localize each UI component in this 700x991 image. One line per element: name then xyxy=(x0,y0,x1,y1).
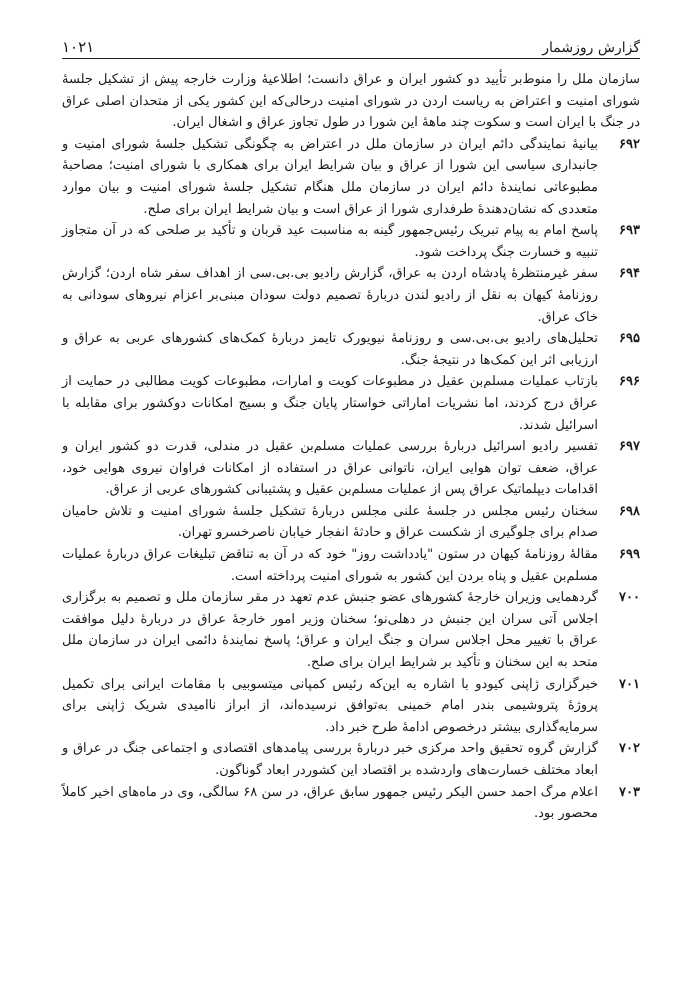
entry-692 xyxy=(62,134,640,220)
entry-number: ۷۰۲ xyxy=(619,741,640,757)
entry-text: پاسخ امام به پیام تبریک رئیس‌جمهور گینه به مناسبت عید قربان و تأکید بر صلحی که در آن متجاوز تنبیه و خسارت جنگ پرداخت شود. xyxy=(62,223,599,260)
entry-text: اعلام مرگ احمد حسن البکر رئیس جمهور سابق عراق، در سن ۶۸ سالگی، وی در ماه‌های اخیر کاملاً محصور بود. xyxy=(62,784,598,822)
running-title: گزارش روزشمار xyxy=(542,40,640,56)
entry-number: ۶۹۲ xyxy=(619,136,640,152)
entry-text: سخنان رئیس مجلس در جلسهٔ علنی مجلس دربارهٔ تشکیل جلسهٔ شورای امنیت و تلاش حامیان صدام برای جلوگیری از شکست عراق و حادثهٔ انفجار خیابان ناصرخسرو تهران. xyxy=(62,503,598,541)
entry-703 xyxy=(62,782,640,825)
entry-number: ۶۹۷ xyxy=(619,439,640,455)
page-content xyxy=(62,69,640,825)
entry-number: ۶۹۸ xyxy=(619,503,640,519)
entry-number: ۶۹۴ xyxy=(619,266,640,282)
entry-number: ۷۰۳ xyxy=(619,784,640,800)
entry-number: ۶۹۵ xyxy=(619,331,640,347)
entry-number: ۶۹۳ xyxy=(619,223,640,239)
document-page xyxy=(62,30,640,825)
entry-700 xyxy=(62,587,640,673)
entry-697 xyxy=(62,436,640,501)
entry-text: مقالهٔ روزنامهٔ کیهان در ستون "یادداشت روز" خود که در آن به تناقض تبلیغات عراق دربارهٔ عملیات مسلم‌بن عقیل و پناه بردن این کشور به شورای امنیت پرداخته است. xyxy=(62,547,598,584)
entry-text: خبرگزاری ژاپنی کیودو با اشاره به این‌که رئیس کمپانی میتسوبیی با مقامات ایرانی برای تکمیل پروژهٔ پتروشیمی بندر امام خمینی به‌توافق نرسیده‌اند، از ابراز ناامیدی شریک ژاپنی برای سرمایه‌گذاری بیشتر درخصوص ادامهٔ طرح خبر داد. xyxy=(62,676,598,735)
entry-text: تحلیل‌های رادیو بی.بی.سی و روزنامهٔ نیویورک تایمز دربارهٔ کمک‌های کشورهای عربی به عراق و ارزیابی اثر این کمک‌ها در نتیجهٔ جنگ. xyxy=(62,331,598,368)
entry-696 xyxy=(62,371,640,436)
entry-number: ۷۰۱ xyxy=(619,676,640,692)
entry-694 xyxy=(62,263,640,328)
page-header xyxy=(62,30,640,59)
entry-number: ۷۰۰ xyxy=(619,590,640,606)
entry-text: گردهمایی وزیران خارجهٔ کشورهای عضو جنبش عدم تعهد در مقر سازمان ملل و تصمیم به برگزاری اجلاس آتی سران این جنبش در دهلی‌نو؛ سخنان وزیر امور خارجهٔ عراق در دربارهٔ دلیل موافقت عراق با تغییر محل اجلاس سران و جنگ ایران و عراق؛ پاسخ نمایندهٔ دائمی ایران در سازمان ملل متحد به این سخنان و تأکید بر شرایط ایران برای صلح. xyxy=(62,590,598,671)
intro-paragraph: سازمان ملل را منوط‌بر تأیید دو کشور ایران و عراق دانست؛ اطلاعیهٔ وزارت خارجه پیش از تشکیل جلسهٔ شورای امنیت و اعتراض به ریاست اردن در شورای امنیت درحالی‌که این کشور یکی از متحدان اصلی عراق در جنگ با ایران است و سکوت چند ماههٔ این شورا در طول تجاوز عراق و اشغال ایران. xyxy=(62,72,640,131)
entry-text: سفر غیرمنتظرهٔ پادشاه اردن به عراق، گزارش رادیو بی.بی.سی از اهداف سفر شاه اردن؛ گزارش روزنامهٔ کیهان به نقل از رادیو لندن دربارهٔ تصمیم دولت سودان مبنی‌بر اعزام نیروهای سودانی به خاک عراق. xyxy=(62,266,598,325)
entry-number: ۶۹۶ xyxy=(619,374,640,390)
entry-text: بازتاب عملیات مسلم‌بن عقیل در مطبوعات کویت و امارات، مطبوعات کویت مطالبی در حمایت از عراق درج کردند، اما نشریات اماراتی خواستار پایان جنگ و بسیج امکانات دوکشور برای مقابله با اسرائیل شدند. xyxy=(62,374,598,433)
entry-698 xyxy=(62,501,640,544)
entry-693 xyxy=(62,220,640,263)
page-number: ۱۰۲۱ xyxy=(62,38,95,56)
entry-text: تفسیر رادیو اسرائیل دربارهٔ بررسی عملیات مسلم‌بن عقیل در مندلی، قدرت دو کشور ایران و عراق، ضعف توان هوایی ایران، ناتوانی عراق در استفاده از امکانات فراوان نیروی هوایی خود، اقدامات دیپلماتیک عراق پس از عملیات مسلم‌بن عقیل و پشتیبانی کشورهای عربی از عراق. xyxy=(62,439,598,498)
entry-text: بیانیهٔ نمایندگی دائم ایران در سازمان ملل در اعتراض به چگونگی تشکیل جلسهٔ شورای امنیت و جانبداری سیاسی این شورا از عراق و بیان شرایط ایران برای همکاری با شورای امنیت؛ مصاحبهٔ مطبوعاتی نمایندهٔ دائم ایران در سازمان ملل هنگام تشکیل جلسهٔ شورای امنیت و بیان موارد متعددی که نشان‌دهندهٔ طرفداری شورا از عراق است و بیان شرایط ایران برای صلح. xyxy=(62,136,598,217)
entry-695 xyxy=(62,328,640,371)
entry-699 xyxy=(62,544,640,587)
entry-701 xyxy=(62,674,640,739)
entry-702 xyxy=(62,738,640,781)
entry-number: ۶۹۹ xyxy=(619,547,640,563)
entry-text: گزارش گروه تحقیق واحد مرکزی خبر دربارهٔ بررسی پیامدهای اقتصادی و اجتماعی جنگ در عراق و ابعاد مختلف خسارت‌های واردشده بر اقتصاد این کشوردر ابعاد گوناگون. xyxy=(62,741,598,778)
